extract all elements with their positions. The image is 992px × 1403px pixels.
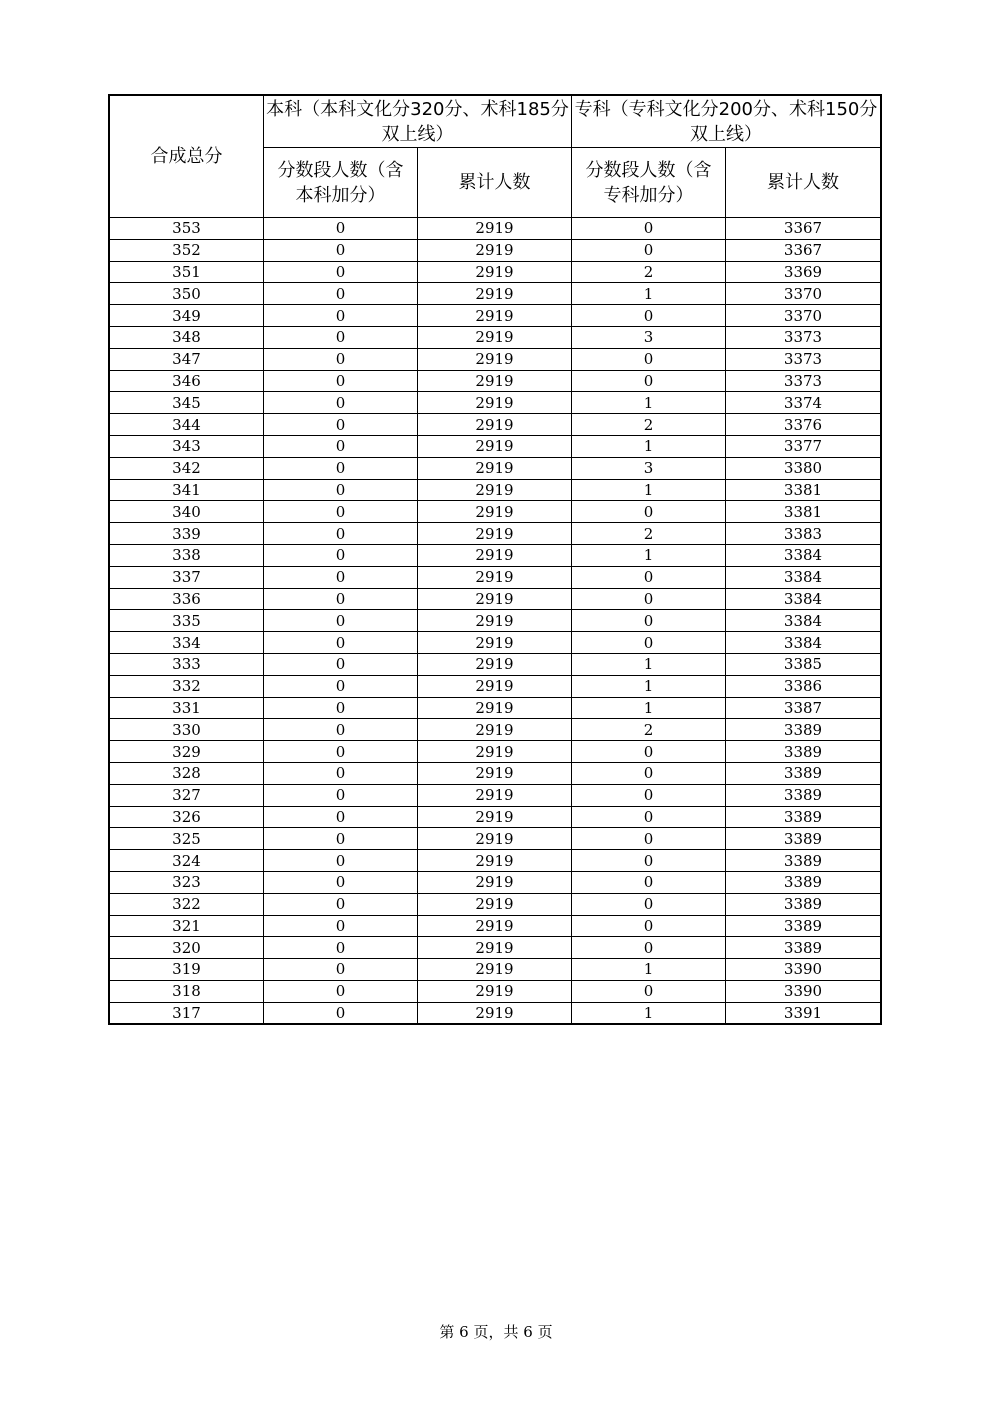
cell-zhuanke-count: 3 — [572, 457, 726, 479]
cell-benke-count: 0 — [264, 980, 418, 1002]
cell-zhuanke-count: 1 — [572, 283, 726, 305]
cell-zhuanke-count: 0 — [572, 828, 726, 850]
cell-benke-cumulative: 2919 — [418, 806, 572, 828]
cell-score: 351 — [110, 261, 264, 283]
cell-score: 324 — [110, 850, 264, 872]
table-row — [110, 915, 881, 937]
table-row — [110, 937, 881, 959]
cell-benke-cumulative: 2919 — [418, 283, 572, 305]
cell-score: 340 — [110, 501, 264, 523]
cell-zhuanke-cumulative: 3369 — [726, 261, 881, 283]
cell-benke-count: 0 — [264, 326, 418, 348]
cell-benke-count: 0 — [264, 915, 418, 937]
table-row — [110, 741, 881, 763]
cell-score: 322 — [110, 893, 264, 915]
table-row — [110, 305, 881, 327]
cell-zhuanke-count: 0 — [572, 915, 726, 937]
cell-benke-count: 0 — [264, 370, 418, 392]
cell-benke-cumulative: 2919 — [418, 370, 572, 392]
cell-zhuanke-cumulative: 3381 — [726, 479, 881, 501]
cell-benke-count: 0 — [264, 675, 418, 697]
cell-score: 344 — [110, 414, 264, 436]
cell-zhuanke-cumulative: 3389 — [726, 719, 881, 741]
cell-benke-count: 0 — [264, 937, 418, 959]
cell-zhuanke-cumulative: 3370 — [726, 305, 881, 327]
cell-benke-cumulative: 2919 — [418, 828, 572, 850]
cell-score: 333 — [110, 653, 264, 675]
cell-score: 323 — [110, 871, 264, 893]
cell-benke-cumulative: 2919 — [418, 850, 572, 872]
cell-benke-cumulative: 2919 — [418, 326, 572, 348]
table-row — [110, 653, 881, 675]
cell-zhuanke-count: 1 — [572, 653, 726, 675]
cell-zhuanke-count: 2 — [572, 261, 726, 283]
header-zhuanke-group: 专科（专科文化分200分、术科150分双上线） — [572, 96, 881, 148]
cell-benke-count: 0 — [264, 850, 418, 872]
cell-benke-count: 0 — [264, 1002, 418, 1024]
cell-benke-count: 0 — [264, 523, 418, 545]
cell-zhuanke-cumulative: 3389 — [726, 871, 881, 893]
cell-score: 342 — [110, 457, 264, 479]
cell-score: 326 — [110, 806, 264, 828]
cell-score: 346 — [110, 370, 264, 392]
header-zhuanke-count: 分数段人数（含专科加分） — [572, 148, 726, 218]
cell-zhuanke-cumulative: 3389 — [726, 850, 881, 872]
cell-zhuanke-cumulative: 3384 — [726, 610, 881, 632]
cell-benke-cumulative: 2919 — [418, 305, 572, 327]
cell-zhuanke-count: 1 — [572, 675, 726, 697]
cell-zhuanke-count: 0 — [572, 610, 726, 632]
cell-benke-cumulative: 2919 — [418, 523, 572, 545]
cell-zhuanke-count: 0 — [572, 850, 726, 872]
cell-zhuanke-count: 2 — [572, 414, 726, 436]
table-row — [110, 392, 881, 414]
cell-benke-cumulative: 2919 — [418, 435, 572, 457]
cell-zhuanke-cumulative: 3384 — [726, 566, 881, 588]
cell-benke-count: 0 — [264, 218, 418, 240]
table-row — [110, 806, 881, 828]
table-row — [110, 218, 881, 240]
table-row — [110, 632, 881, 654]
table-row — [110, 283, 881, 305]
page-footer: 第 6 页，共 6 页 — [439, 1323, 553, 1341]
cell-benke-cumulative: 2919 — [418, 980, 572, 1002]
cell-zhuanke-count: 0 — [572, 784, 726, 806]
table-row — [110, 501, 881, 523]
cell-benke-count: 0 — [264, 261, 418, 283]
cell-benke-count: 0 — [264, 348, 418, 370]
cell-score: 348 — [110, 326, 264, 348]
cell-zhuanke-cumulative: 3384 — [726, 588, 881, 610]
cell-zhuanke-count: 1 — [572, 697, 726, 719]
cell-benke-cumulative: 2919 — [418, 218, 572, 240]
table-body — [110, 218, 881, 1024]
cell-zhuanke-cumulative: 3370 — [726, 283, 881, 305]
table-row — [110, 959, 881, 981]
cell-benke-cumulative: 2919 — [418, 741, 572, 763]
cell-benke-cumulative: 2919 — [418, 1002, 572, 1024]
cell-zhuanke-cumulative: 3389 — [726, 741, 881, 763]
cell-score: 332 — [110, 675, 264, 697]
cell-benke-count: 0 — [264, 544, 418, 566]
cell-benke-count: 0 — [264, 414, 418, 436]
cell-benke-cumulative: 2919 — [418, 762, 572, 784]
cell-benke-count: 0 — [264, 653, 418, 675]
cell-zhuanke-cumulative: 3389 — [726, 784, 881, 806]
cell-benke-count: 0 — [264, 959, 418, 981]
table-row — [110, 850, 881, 872]
cell-zhuanke-count: 0 — [572, 566, 726, 588]
cell-benke-cumulative: 2919 — [418, 392, 572, 414]
cell-benke-cumulative: 2919 — [418, 915, 572, 937]
table-row — [110, 980, 881, 1002]
cell-zhuanke-count: 2 — [572, 523, 726, 545]
cell-score: 345 — [110, 392, 264, 414]
cell-zhuanke-count: 1 — [572, 544, 726, 566]
cell-benke-count: 0 — [264, 457, 418, 479]
cell-zhuanke-count: 1 — [572, 479, 726, 501]
cell-zhuanke-cumulative: 3380 — [726, 457, 881, 479]
cell-score: 352 — [110, 239, 264, 261]
cell-score: 317 — [110, 1002, 264, 1024]
cell-zhuanke-cumulative: 3389 — [726, 915, 881, 937]
cell-score: 350 — [110, 283, 264, 305]
cell-benke-cumulative: 2919 — [418, 566, 572, 588]
cell-score: 338 — [110, 544, 264, 566]
cell-score: 343 — [110, 435, 264, 457]
cell-zhuanke-cumulative: 3387 — [726, 697, 881, 719]
table-row — [110, 239, 881, 261]
cell-score: 335 — [110, 610, 264, 632]
cell-benke-cumulative: 2919 — [418, 871, 572, 893]
cell-score: 321 — [110, 915, 264, 937]
cell-zhuanke-cumulative: 3389 — [726, 806, 881, 828]
cell-benke-cumulative: 2919 — [418, 610, 572, 632]
cell-zhuanke-cumulative: 3381 — [726, 501, 881, 523]
cell-score: 318 — [110, 980, 264, 1002]
cell-zhuanke-cumulative: 3389 — [726, 828, 881, 850]
cell-score: 319 — [110, 959, 264, 981]
cell-zhuanke-count: 0 — [572, 937, 726, 959]
cell-benke-cumulative: 2919 — [418, 479, 572, 501]
cell-benke-cumulative: 2919 — [418, 414, 572, 436]
table-row — [110, 523, 881, 545]
cell-score: 347 — [110, 348, 264, 370]
cell-benke-count: 0 — [264, 697, 418, 719]
cell-score: 353 — [110, 218, 264, 240]
cell-benke-count: 0 — [264, 828, 418, 850]
table-row — [110, 566, 881, 588]
cell-benke-count: 0 — [264, 784, 418, 806]
cell-benke-cumulative: 2919 — [418, 784, 572, 806]
cell-benke-count: 0 — [264, 741, 418, 763]
cell-score: 341 — [110, 479, 264, 501]
cell-benke-count: 0 — [264, 588, 418, 610]
cell-score: 349 — [110, 305, 264, 327]
table-row — [110, 893, 881, 915]
cell-zhuanke-cumulative: 3391 — [726, 1002, 881, 1024]
cell-score: 328 — [110, 762, 264, 784]
table-row — [110, 828, 881, 850]
cell-zhuanke-cumulative: 3373 — [726, 326, 881, 348]
cell-zhuanke-count: 0 — [572, 871, 726, 893]
cell-benke-count: 0 — [264, 871, 418, 893]
header-zhuanke-cumulative: 累计人数 — [726, 148, 881, 218]
cell-zhuanke-count: 0 — [572, 806, 726, 828]
cell-zhuanke-count: 0 — [572, 762, 726, 784]
cell-benke-cumulative: 2919 — [418, 675, 572, 697]
cell-benke-cumulative: 2919 — [418, 653, 572, 675]
cell-zhuanke-cumulative: 3373 — [726, 370, 881, 392]
table-row — [110, 675, 881, 697]
table-row — [110, 719, 881, 741]
table-row — [110, 435, 881, 457]
cell-score: 327 — [110, 784, 264, 806]
cell-zhuanke-cumulative: 3390 — [726, 959, 881, 981]
cell-zhuanke-cumulative: 3374 — [726, 392, 881, 414]
cell-zhuanke-cumulative: 3367 — [726, 218, 881, 240]
cell-zhuanke-cumulative: 3383 — [726, 523, 881, 545]
cell-zhuanke-count: 0 — [572, 218, 726, 240]
cell-benke-cumulative: 2919 — [418, 719, 572, 741]
cell-benke-count: 0 — [264, 239, 418, 261]
cell-zhuanke-count: 0 — [572, 348, 726, 370]
header-benke-group: 本科（本科文化分320分、术科185分双上线） — [264, 96, 572, 148]
cell-zhuanke-count: 0 — [572, 501, 726, 523]
cell-benke-count: 0 — [264, 566, 418, 588]
cell-zhuanke-count: 0 — [572, 239, 726, 261]
table-row — [110, 457, 881, 479]
table-row — [110, 348, 881, 370]
cell-zhuanke-cumulative: 3389 — [726, 762, 881, 784]
cell-zhuanke-cumulative: 3389 — [726, 893, 881, 915]
cell-benke-cumulative: 2919 — [418, 588, 572, 610]
cell-score: 330 — [110, 719, 264, 741]
cell-benke-count: 0 — [264, 392, 418, 414]
cell-zhuanke-cumulative: 3376 — [726, 414, 881, 436]
header-benke-count: 分数段人数（含本科加分） — [264, 148, 418, 218]
cell-zhuanke-count: 1 — [572, 435, 726, 457]
cell-zhuanke-count: 1 — [572, 959, 726, 981]
table-row — [110, 261, 881, 283]
table-row — [110, 588, 881, 610]
table-row — [110, 697, 881, 719]
cell-zhuanke-count: 0 — [572, 588, 726, 610]
cell-benke-count: 0 — [264, 283, 418, 305]
cell-benke-count: 0 — [264, 632, 418, 654]
cell-benke-cumulative: 2919 — [418, 959, 572, 981]
cell-zhuanke-cumulative: 3386 — [726, 675, 881, 697]
table-row — [110, 762, 881, 784]
cell-zhuanke-count: 0 — [572, 980, 726, 1002]
cell-score: 337 — [110, 566, 264, 588]
cell-benke-cumulative: 2919 — [418, 697, 572, 719]
cell-zhuanke-count: 2 — [572, 719, 726, 741]
cell-zhuanke-count: 0 — [572, 741, 726, 763]
cell-benke-cumulative: 2919 — [418, 632, 572, 654]
cell-zhuanke-cumulative: 3377 — [726, 435, 881, 457]
cell-benke-cumulative: 2919 — [418, 937, 572, 959]
cell-benke-cumulative: 2919 — [418, 239, 572, 261]
cell-zhuanke-count: 1 — [572, 1002, 726, 1024]
cell-zhuanke-cumulative: 3384 — [726, 632, 881, 654]
table-row — [110, 326, 881, 348]
cell-benke-cumulative: 2919 — [418, 544, 572, 566]
cell-score: 331 — [110, 697, 264, 719]
cell-benke-count: 0 — [264, 893, 418, 915]
table-row — [110, 370, 881, 392]
cell-benke-count: 0 — [264, 479, 418, 501]
cell-score: 336 — [110, 588, 264, 610]
cell-zhuanke-cumulative: 3389 — [726, 937, 881, 959]
cell-score: 325 — [110, 828, 264, 850]
cell-zhuanke-count: 1 — [572, 392, 726, 414]
cell-benke-count: 0 — [264, 762, 418, 784]
cell-score: 339 — [110, 523, 264, 545]
cell-zhuanke-count: 0 — [572, 893, 726, 915]
score-distribution-table — [109, 95, 881, 1024]
cell-benke-count: 0 — [264, 610, 418, 632]
header-composite-score: 合成总分 — [110, 96, 264, 218]
table-row — [110, 414, 881, 436]
table-row — [110, 479, 881, 501]
cell-benke-count: 0 — [264, 305, 418, 327]
table-row — [110, 871, 881, 893]
table-row — [110, 784, 881, 806]
cell-benke-count: 0 — [264, 806, 418, 828]
cell-benke-count: 0 — [264, 435, 418, 457]
cell-zhuanke-count: 0 — [572, 370, 726, 392]
header-benke-cumulative: 累计人数 — [418, 148, 572, 218]
cell-zhuanke-cumulative: 3367 — [726, 239, 881, 261]
cell-benke-count: 0 — [264, 719, 418, 741]
cell-zhuanke-cumulative: 3373 — [726, 348, 881, 370]
cell-zhuanke-cumulative: 3384 — [726, 544, 881, 566]
cell-zhuanke-count: 3 — [572, 326, 726, 348]
cell-score: 334 — [110, 632, 264, 654]
cell-benke-count: 0 — [264, 501, 418, 523]
cell-zhuanke-cumulative: 3390 — [726, 980, 881, 1002]
cell-benke-cumulative: 2919 — [418, 893, 572, 915]
cell-score: 329 — [110, 741, 264, 763]
cell-zhuanke-count: 0 — [572, 305, 726, 327]
cell-benke-cumulative: 2919 — [418, 348, 572, 370]
cell-benke-cumulative: 2919 — [418, 261, 572, 283]
cell-zhuanke-cumulative: 3385 — [726, 653, 881, 675]
cell-benke-cumulative: 2919 — [418, 501, 572, 523]
table-row — [110, 544, 881, 566]
table-row — [110, 1002, 881, 1024]
cell-benke-cumulative: 2919 — [418, 457, 572, 479]
cell-score: 320 — [110, 937, 264, 959]
cell-zhuanke-count: 0 — [572, 632, 726, 654]
table-row — [110, 610, 881, 632]
